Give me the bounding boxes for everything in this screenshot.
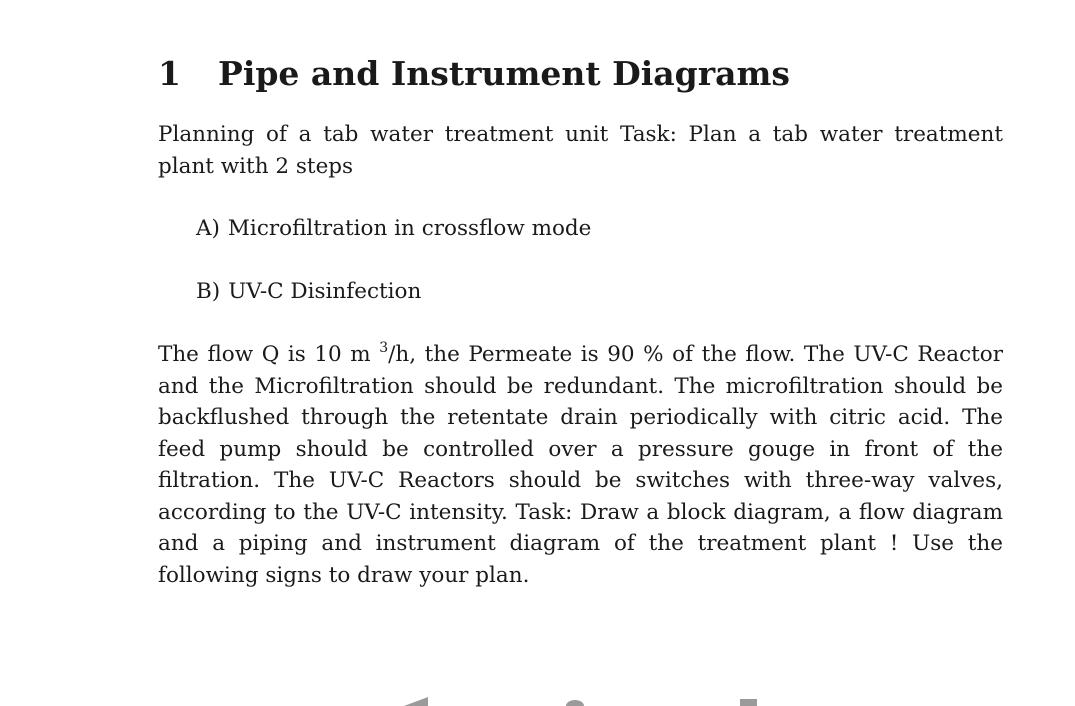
section-heading xyxy=(158,52,790,96)
section-title: Pipe and Instrument Diagrams xyxy=(218,54,790,93)
step-item-a xyxy=(196,213,591,245)
step-text: UV-C Disinfection xyxy=(228,279,422,304)
cut-off-symbol-middle xyxy=(566,700,584,706)
task-paragraph xyxy=(158,339,1003,591)
step-text: Microfiltration in crossflow mode xyxy=(227,216,592,241)
cut-off-symbols xyxy=(0,690,1075,706)
step-letter: A) xyxy=(196,216,220,241)
section-number: 1 xyxy=(158,54,181,93)
step-letter: B) xyxy=(196,279,221,304)
cut-off-symbol-left xyxy=(404,697,428,706)
intro-paragraph: Planning of a tab water treatment unit Task: Plan a tab water treatment plant with 2 steps xyxy=(158,122,1003,179)
flow-exponent: 3 xyxy=(379,340,389,356)
step-item-b xyxy=(196,276,421,308)
flow-suffix: /h, the Permeate is 90 % of the flow. The UV-C Reactor and the Microfiltration should be redundant. The microfiltration should be backflushed through the retentate drain periodically with citric acid. The feed pump should be controlled over a pressure gouge in front of the filtration. The UV-C Reactors should be switches with three-way valves, according to the UV-C intensity. Task: Draw a block diagram, a flow diagram and a piping and instrument diagram of the treatment plant ! Use the following signs to draw your plan. xyxy=(158,342,1003,588)
flow-prefix: The flow Q is 10 m xyxy=(158,342,380,367)
cut-off-symbol-right xyxy=(740,699,757,706)
